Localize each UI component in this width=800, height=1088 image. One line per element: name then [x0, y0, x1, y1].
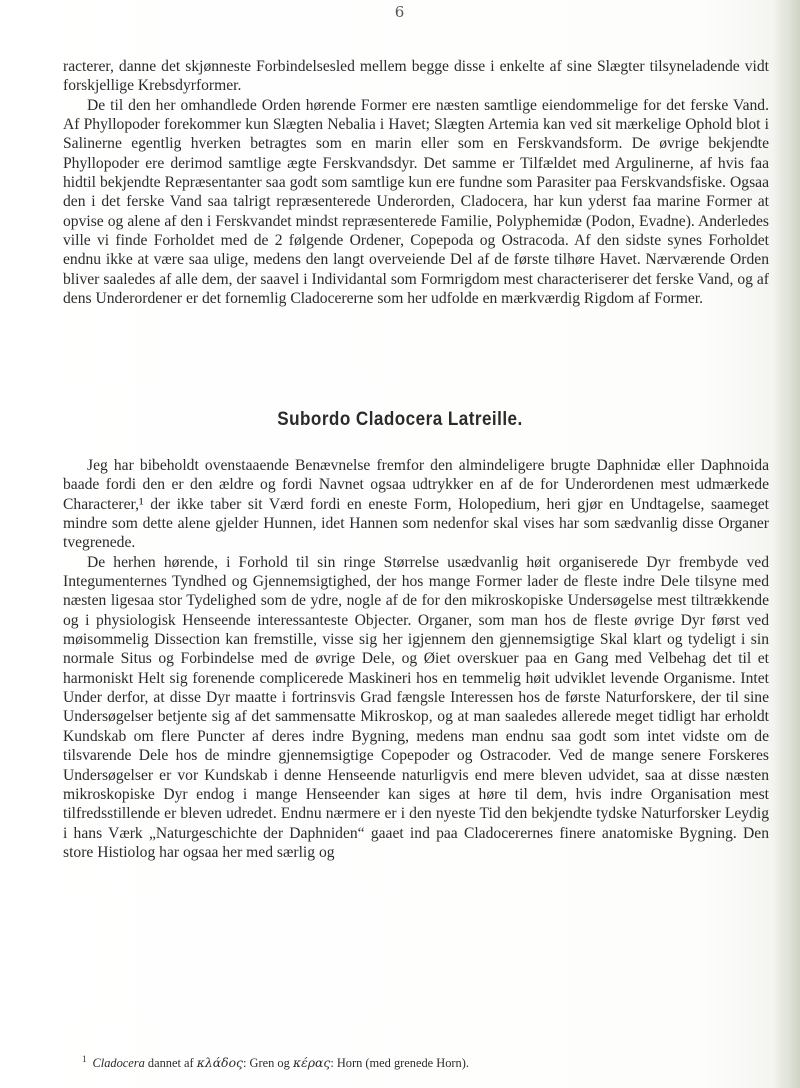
page-number: 6 — [394, 3, 406, 21]
section-heading: Subordo Cladocera Latreille. — [277, 409, 523, 430]
footnote-text-1: dannet af — [147, 1056, 194, 1071]
intro-paragraph-1: racterer, danne det skjønneste Forbindelsesled mellem begge disse i enkelte af sine Slægter tilsyneladende vidt forskjellige Krebsdyrformer. — [63, 58, 769, 95]
footnote — [82, 1052, 772, 1071]
footnote-term: Cladocera — [92, 1056, 145, 1071]
footnote-greek-2: κέρας — [292, 1055, 331, 1071]
footnote-text-2: : Gren og — [243, 1056, 290, 1071]
body-paragraph-1: Jeg har bibeholdt ovenstaaende Benævnelse fremfor den almindeligere brugte Daphnidæ eller Daphnoida baade fordi den er den ældre og fordi Navnet ogsaa udtrykker en af de for Underordenen mest udmærkede Characterer,¹ der ikke taber sit Værd fordi en eneste Form, Holopedium, heri gjør en Undtagelse, saameget mindre som dette alene gjelder Hunnen, idet Hannen som nedenfor skal vises har som sædvanlig disse Organer tvegrenede. — [63, 457, 769, 552]
body-text-block — [63, 456, 769, 862]
footnote-greek-1: κλάδος — [196, 1055, 244, 1071]
paper-edge-shadow — [774, 0, 800, 1088]
footnote-text-3: : Horn (med grenede Horn). — [330, 1056, 469, 1071]
footnote-mark: 1 — [82, 1054, 87, 1064]
intro-paragraph-2: De til den her omhandlede Orden hørende Former ere næsten samtlige eiendommelige for det ferske Vand. Af Phyllopoder forekommer kun Slægten Nebalia i Havet; Slægten Artemia kan ved sit mærkelige Ophold blot i Salinerne egentlig hverken betragtes som en marin eller som en Ferskvandsform. De øvrige bekjendte Phyllopoder ere derimod samtlige ægte Ferskvandsdyr. Det samme er Tilfældet med Argulinerne, af hvis faa hidtil bekjendte Repræsentanter saa godt som samtlige kun ere fundne som Parasiter paa Ferskvandsfiske. Ogsaa den i det ferske Vand saa talrigt repræsenterede Underorden, Cladocera, har kun yderst faa marine Former at opvise og alene af den i Ferskvandet mindst repræsenterede Familie, Polyphemidæ (Podon, Evadne). Anderledes ville vi finde Forholdet med de 2 følgende Ordener, Copepoda og Ostracoda. Af den sidste synes Forholdet endnu ikke at være saa ulige, medens den langt overveiende Del af de første tilhøre Havet. Nærværende Orden bliver saaledes af alle dem, der saavel i Individantal som Formrigdom mest characteriserer det ferske Vand, og af dens Underordener er det fornemlig Cladocererne som her udfolde en mærkværdig Rigdom af Former. — [63, 96, 769, 308]
intro-text-block — [63, 57, 769, 308]
body-paragraph-2: De herhen hørende, i Forhold til sin ringe Størrelse usædvanlig høit organiserede Dyr frembyde ved Integumenternes Tyndhed og Gjennemsigtighed, der hos mange Former lader de fleste indre Dele tilsyne med næsten ligesaa stor Tydelighed som de ydre, nogle af de for den mikroskopiske Undersøgelse mest tiltrækkende og i physiologisk Henseende interessanteste Objecter. Organer, som man hos de fleste øvrige Dyr først ved møisommelig Dissection kan fremstille, visse sig her igjennem den gjennemsigtige Skal klart og tydeligt i sin normale Situs og Forbindelse med de øvrige Dele, og Øiet overskuer paa en Gang med Velbehag det til et harmoniskt Helt sig forenende complicerede Maskineri hos en temmelig høit udviklet levende Organisme. Intet Under derfor, at disse Dyr maatte i fortrinsvis Grad fængsle Interessen hos de første Naturforskere, der til sine Undersøgelser betjente sig af det sammensatte Mikroskop, og at man saaledes allerede meget tidligt har erholdt Kundskab om flere Puncter af deres indre Bygning, medens man endnu saa godt som intet vidste om de tilsvarende Dele hos de mindre gjennemsigtige Copepoder og Ostracoder. Ved de mange senere Forskeres Undersøgelser er vor Kundskab i denne Henseende naturligvis end mere bleven udvidet, saa at disse næsten mikroskopiske Dyr endog i mange Henseender kan siges at høre til dem, hvis indre Organisation mest tilfredsstillende er bleven udredet. Endnu nærmere er i den nyeste Tid den bekjendte tydske Naturforsker Leydig i hans Værk „Naturgeschichte der Daphniden“ gaaet ind paa Cladocerernes finere anatomiske Bygning. Den store Histiolog har ogsaa her med særlig og — [63, 553, 769, 861]
